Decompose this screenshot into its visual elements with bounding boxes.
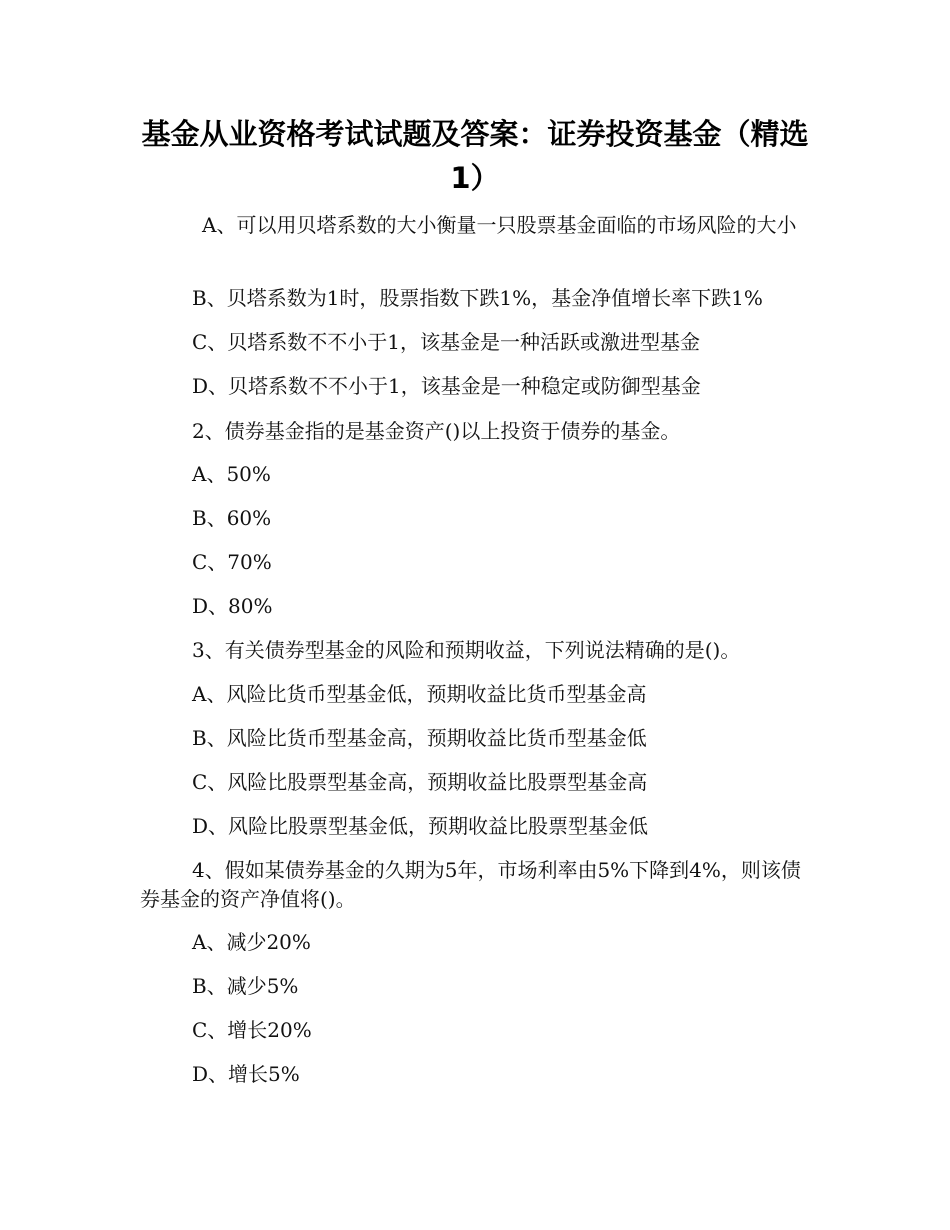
paragraph-q2-option-b: B、60% — [192, 506, 272, 530]
paragraph-q2-option-c: C、70% — [192, 550, 272, 574]
paragraph-question-3: 3、有关债券型基金的风险和预期收益，下列说法精确的是()。 — [192, 638, 741, 662]
paragraph-q2-option-d: D、80% — [192, 594, 273, 618]
paragraph-q2-option-a: A、50% — [192, 462, 271, 486]
paragraph-question-2: 2、债券基金指的是基金资产()以上投资于债券的基金。 — [192, 419, 681, 443]
document-title: 基金从业资格考试试题及答案：证券投资基金（精选1） — [141, 117, 809, 195]
paragraph-question-4: 4、假如某债券基金的久期为5年，市场利率由5%下降到4%，则该债券基金的资产净值将()。 — [140, 858, 801, 911]
paragraph-q3-option-b: B、风险比货币型基金高，预期收益比货币型基金低 — [192, 726, 647, 750]
paragraph-q4-option-b: B、减少5% — [192, 974, 299, 998]
paragraph-q4-option-c: C、增长20% — [192, 1018, 312, 1042]
paragraph-q4-option-a: A、减少20% — [192, 930, 311, 954]
paragraph-q1-option-b: B、贝塔系数为1时，股票指数下跌1%，基金净值增长率下跌1% — [192, 286, 763, 310]
paragraph-q1-option-a: A、可以用贝塔系数的大小衡量一只股票基金面临的市场风险的大小 — [202, 213, 797, 237]
paragraph-q3-option-a: A、风险比货币型基金低，预期收益比货币型基金高 — [192, 682, 647, 706]
paragraph-q1-option-c: C、贝塔系数不不小于1，该基金是一种活跃或激进型基金 — [192, 330, 701, 354]
paragraph-q4-option-d: D、增长5% — [192, 1062, 300, 1086]
paragraph-q3-option-d: D、风险比股票型基金低，预期收益比股票型基金低 — [192, 814, 649, 838]
paragraph-q3-option-c: C、风险比股票型基金高，预期收益比股票型基金高 — [192, 770, 648, 794]
paragraph-q1-option-d: D、贝塔系数不不小于1，该基金是一种稳定或防御型基金 — [192, 374, 701, 398]
